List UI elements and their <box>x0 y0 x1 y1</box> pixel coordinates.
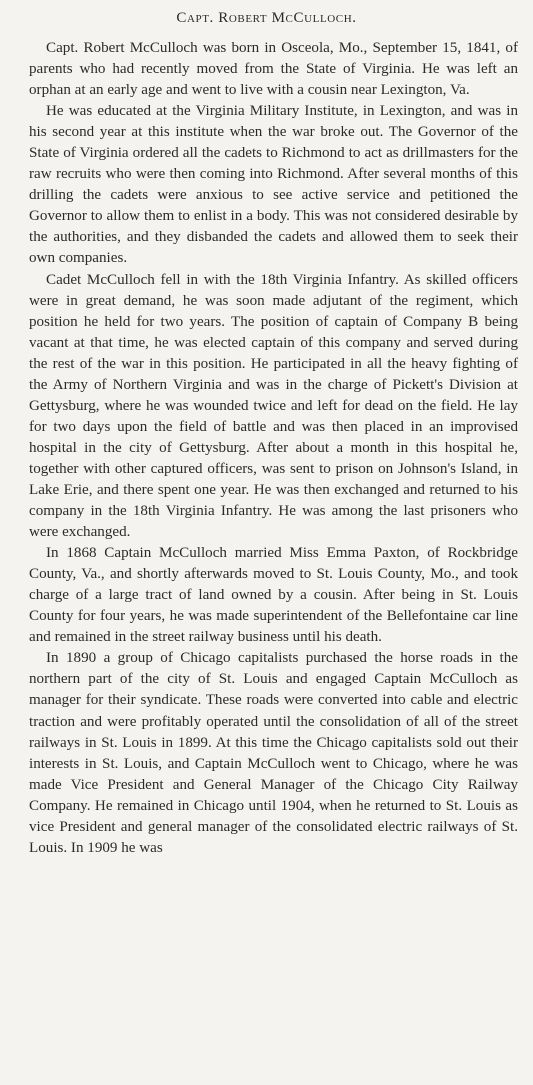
article-body <box>29 38 518 859</box>
paragraph-education: He was educated at the Virginia Military Institute, in Lexington, and was in his second year at this institute when the war broke out. The Governor of the State of Virginia ordered all the cadets to Richmond to act as drillmasters for the raw recruits who were then coming into Richmond. After several months of this drilling the cadets were anxious to see active service and petitioned the Governor to allow them to enlist in a body. This was not considered desirable by the authorities, and they disbanded the cadets and allowed them to seek their own companies. <box>29 103 518 267</box>
paragraph-war-service: Cadet McCulloch fell in with the 18th Virginia Infantry. As skilled officers were in great demand, he was soon made adjutant of the regiment, which position he held for two years. The position of captain of Company B being vacant at that time, he was elected captain of this company and served during the rest of the war in this position. He participated in all the heavy fighting of the Army of Northern Virginia and was in the charge of Pickett's Division at Gettysburg, where he was wounded twice and left for dead on the field. He lay for two days upon the field of battle and was then placed in an improvised hospital in the city of Gettysburg. After about a month in this hospital he, together with other captured officers, was sent to prison on Johnson's Island, in Lake Erie, and there spent one year. He was then exchanged and returned to his company in the 18th Virginia Infantry. He was among the last prisoners who were exchanged. <box>29 271 518 541</box>
paragraph-career: In 1890 a group of Chicago capitalists purchased the horse roads in the northern part of the city of St. Louis and engaged Captain McCulloch as manager for their syndicate. These roads were converted into cable and electric traction and were profitably operated until the consolidation of all of the street railways in St. Louis in 1899. At this time the Chicago capitalists sold out their interests in St. Louis, and Captain McCulloch went to Chicago, where he was made Vice President and General Manager of the Chicago City Railway Company. He remained in Chicago until 1904, when he returned to St. Louis as vice President and general manager of the consolidated electric railways of St. Louis. In 1909 he was <box>29 650 518 856</box>
paragraph-birth: Capt. Robert McCulloch was born in Osceola, Mo., September 15, 1841, of parents who had recently moved from the State of Virginia. He was left an orphan at an early age and went to live with a cousin near Lexington, Va. <box>29 40 518 99</box>
page-title: Capt. Robert McCulloch. <box>176 10 357 26</box>
paragraph-marriage: In 1868 Captain McCulloch married Miss Emma Paxton, of Rockbridge County, Va., and shortly afterwards moved to St. Louis County, Mo., and took charge of a large tract of land owned by a cousin. After being in St. Louis County for four years, he was made superintendent of the Bellefontaine car line and remained in the street railway business until his death. <box>29 545 518 646</box>
